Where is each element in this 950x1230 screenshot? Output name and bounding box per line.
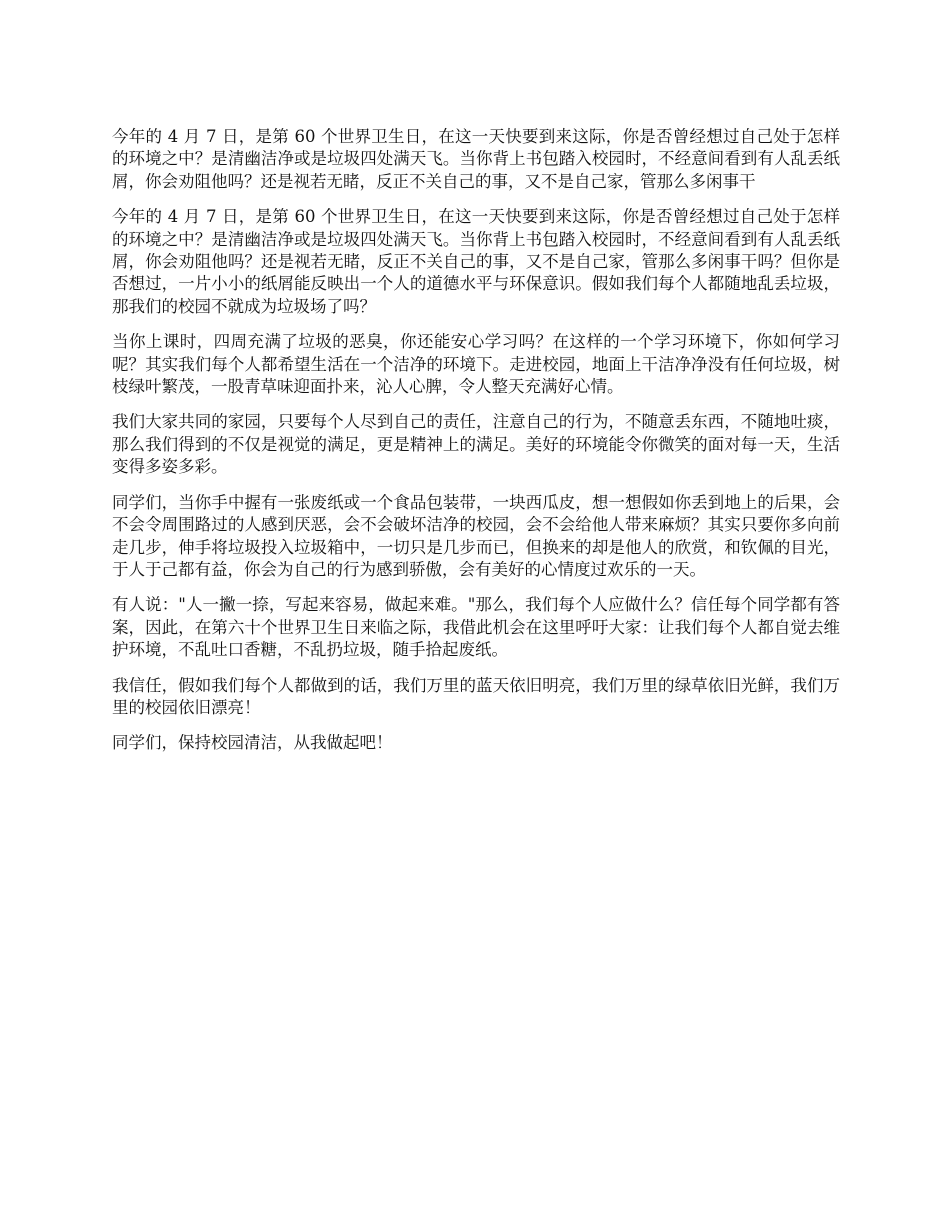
paragraph-4: 我们大家共同的家园，只要每个人尽到自己的责任，注意自己的行为，不随意丢东西，不随地吐痰，那么我们得到的不仅是视觉的满足，更是精神上的满足。美好的环境能令你微笑的面对每一天，生活变得多姿多彩。 (112, 412, 840, 477)
paragraph-2: 今年的 4 月 7 日，是第 60 个世界卫生日，在这一天快要到来这际，你是否曾经想过自己处于怎样的环境之中？是清幽洁净或是垃圾四处满天飞。当你背上书包踏入校园时，不经意间看到有人乱丢纸屑，你会劝阻他吗？还是视若无睹，反正不关自己的事，又不是自己家，管那么多闲事干吗？但你是否想过，一片小小的纸屑能反映出一个人的道德水平与环保意识。假如我们每个人都随地乱丢垃圾，那我们的校园不就成为垃圾场了吗？ (112, 207, 840, 316)
paragraph-7: 我信任，假如我们每个人都做到的话，我们万里的蓝天依旧明亮，我们万里的绿草依旧光鲜，我们万里的校园依旧漂亮！ (112, 675, 840, 717)
paragraph-3: 当你上课时，四周充满了垃圾的恶臭，你还能安心学习吗？在这样的一个学习环境下，你如何学习呢？其实我们每个人都希望生活在一个洁净的环境下。走进校园，地面上干洁净净没有任何垃圾，树枝绿叶繁茂，一股青草味迎面扑来，沁人心脾，令人整天充满好心情。 (112, 332, 840, 397)
document-body (112, 126, 840, 768)
paragraph-6: 有人说："人一撇一捺，写起来容易，做起来难。"那么，我们每个人应做什么？信任每个同学都有答案，因此，在第六十个世界卫生日来临之际，我借此机会在这里呼吁大家：让我们每个人都自觉去维护环境，不乱吐口香糖，不乱扔垃圾，随手拾起废纸。 (112, 595, 840, 660)
paragraph-1: 今年的 4 月 7 日，是第 60 个世界卫生日，在这一天快要到来这际，你是否曾经想过自己处于怎样的环境之中？是清幽洁净或是垃圾四处满天飞。当你背上书包踏入校园时，不经意间看到有人乱丢纸屑，你会劝阻他吗？还是视若无睹，反正不关自己的事，又不是自己家，管那么多闲事干 (112, 127, 840, 191)
paragraph-8: 同学们，保持校园清洁，从我做起吧！ (112, 733, 393, 753)
paragraph-5: 同学们，当你手中握有一张废纸或一个食品包装带，一块西瓜皮，想一想假如你丢到地上的后果，会不会令周围路过的人感到厌恶，会不会破坏洁净的校园，会不会给他人带来麻烦？其实只要你多向前走几步，伸手将垃圾投入垃圾箱中，一切只是几步而已，但换来的却是他人的欣赏，和钦佩的目光，于人于己都有益，你会为自己的行为感到骄傲，会有美好的心情度过欢乐的一天。 (112, 492, 840, 579)
